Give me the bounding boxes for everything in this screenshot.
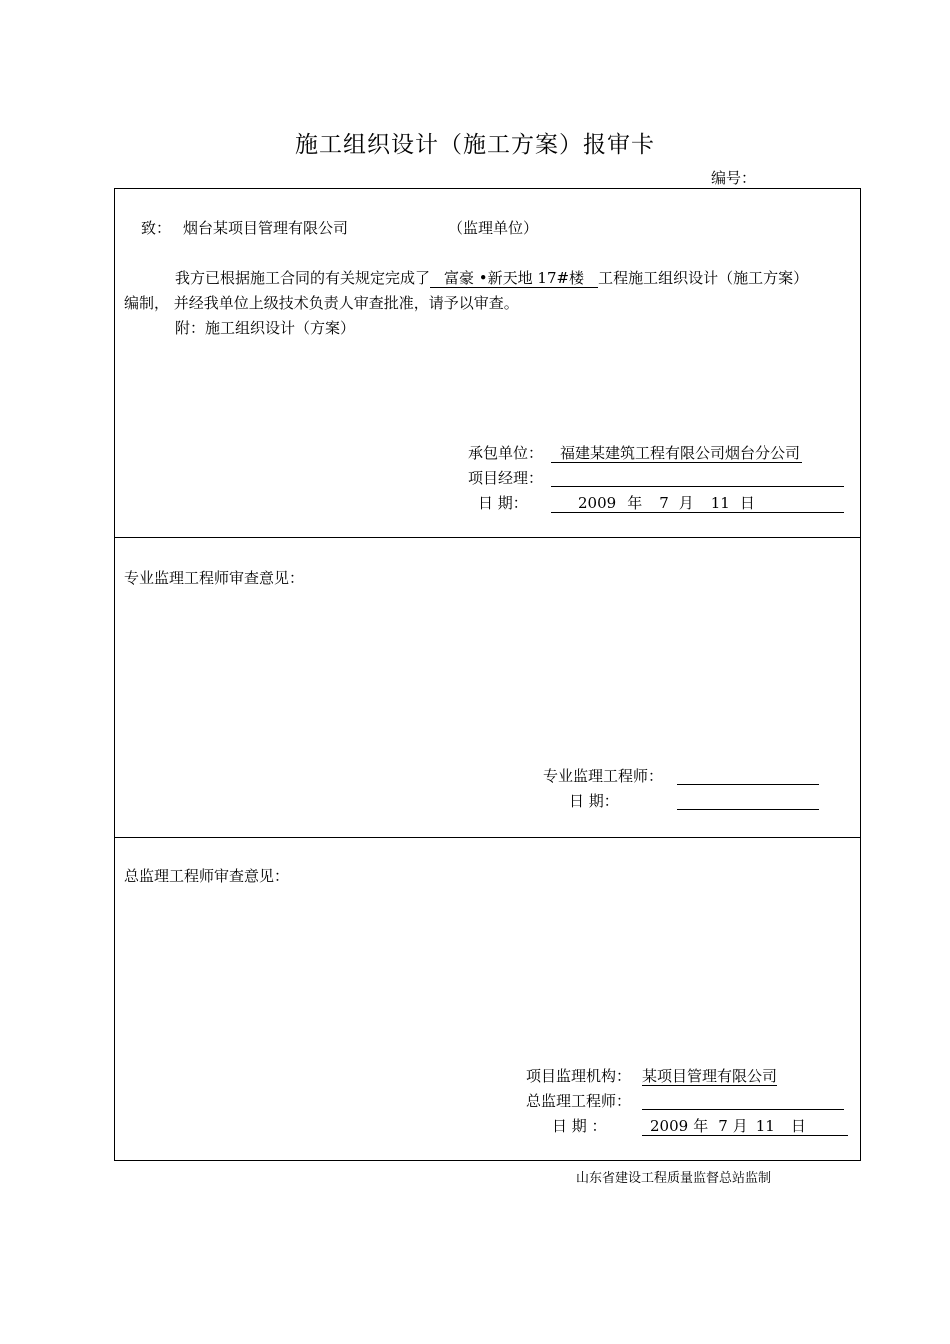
date-label: 日 期： xyxy=(478,494,528,512)
date-year: 2009 xyxy=(578,494,617,512)
chief-date-year-unit: 年 xyxy=(693,1117,709,1135)
date-year-unit: 年 xyxy=(627,494,643,512)
project-manager-line xyxy=(551,468,844,487)
page-title: 施工组织设计（施工方案）报审卡 xyxy=(295,132,655,158)
supervision-org-value: 某项目管理有限公司 xyxy=(642,1067,778,1085)
date-day-unit: 日 xyxy=(739,494,755,512)
addressee-label: 致： xyxy=(141,219,172,237)
specialist-review-heading: 专业监理工程师审查意见： xyxy=(124,569,305,587)
statement-prefix: 我方已根据施工合同的有关规定完成了 xyxy=(175,269,431,287)
contractor-label: 承包单位： xyxy=(468,444,544,462)
project-manager-label: 项目经理： xyxy=(468,469,544,487)
chief-date-month: 7 xyxy=(718,1117,728,1135)
section-divider xyxy=(114,837,861,838)
contractor-value: 福建某建筑工程有限公司烟台分公司 xyxy=(551,444,802,463)
addressee-role: （监理单位） xyxy=(448,219,539,237)
chief-review-heading: 总监理工程师审查意见： xyxy=(124,867,290,885)
serial-number-label: 编号： xyxy=(711,169,757,187)
date-day: 11 xyxy=(710,494,730,512)
chief-engineer-label: 总监理工程师： xyxy=(526,1092,632,1110)
addressee-org: 烟台某项目管理有限公司 xyxy=(183,219,349,237)
statement-line1 xyxy=(175,268,808,288)
specialist-date-label: 日 期： xyxy=(569,792,619,810)
chief-date-day-unit: 日 xyxy=(790,1117,806,1135)
chief-date-label: 日 期 ： xyxy=(552,1117,607,1135)
project-name: 富豪 •新天地 17#楼 xyxy=(430,269,598,288)
section-divider xyxy=(114,537,861,538)
specialist-engineer-line xyxy=(677,766,819,785)
specialist-date-line xyxy=(677,791,819,810)
supervision-org-field xyxy=(642,1066,777,1086)
statement-suffix: 工程施工组织设计（施工方案） xyxy=(598,269,809,287)
specialist-engineer-label: 专业监理工程师： xyxy=(543,767,664,785)
chief-engineer-line xyxy=(642,1091,844,1110)
statement-line2: 编制， 并经我单位上级技术负责人审查批准，请予以审查。 xyxy=(124,294,519,312)
contractor-field xyxy=(551,443,802,463)
attachment-note: 附：施工组织设计（方案） xyxy=(175,319,356,337)
chief-date-field xyxy=(642,1116,848,1136)
date-month-unit: 月 xyxy=(678,494,694,512)
supervision-org-label: 项目监理机构： xyxy=(526,1067,632,1085)
footer-issuer: 山东省建设工程质量监督总站监制 xyxy=(576,1171,772,1186)
date-field xyxy=(551,493,844,513)
chief-date-day: 11 xyxy=(755,1117,775,1135)
chief-date-year: 2009 xyxy=(650,1117,689,1135)
chief-date-month-unit: 月 xyxy=(732,1117,748,1135)
date-month: 7 xyxy=(659,494,669,512)
